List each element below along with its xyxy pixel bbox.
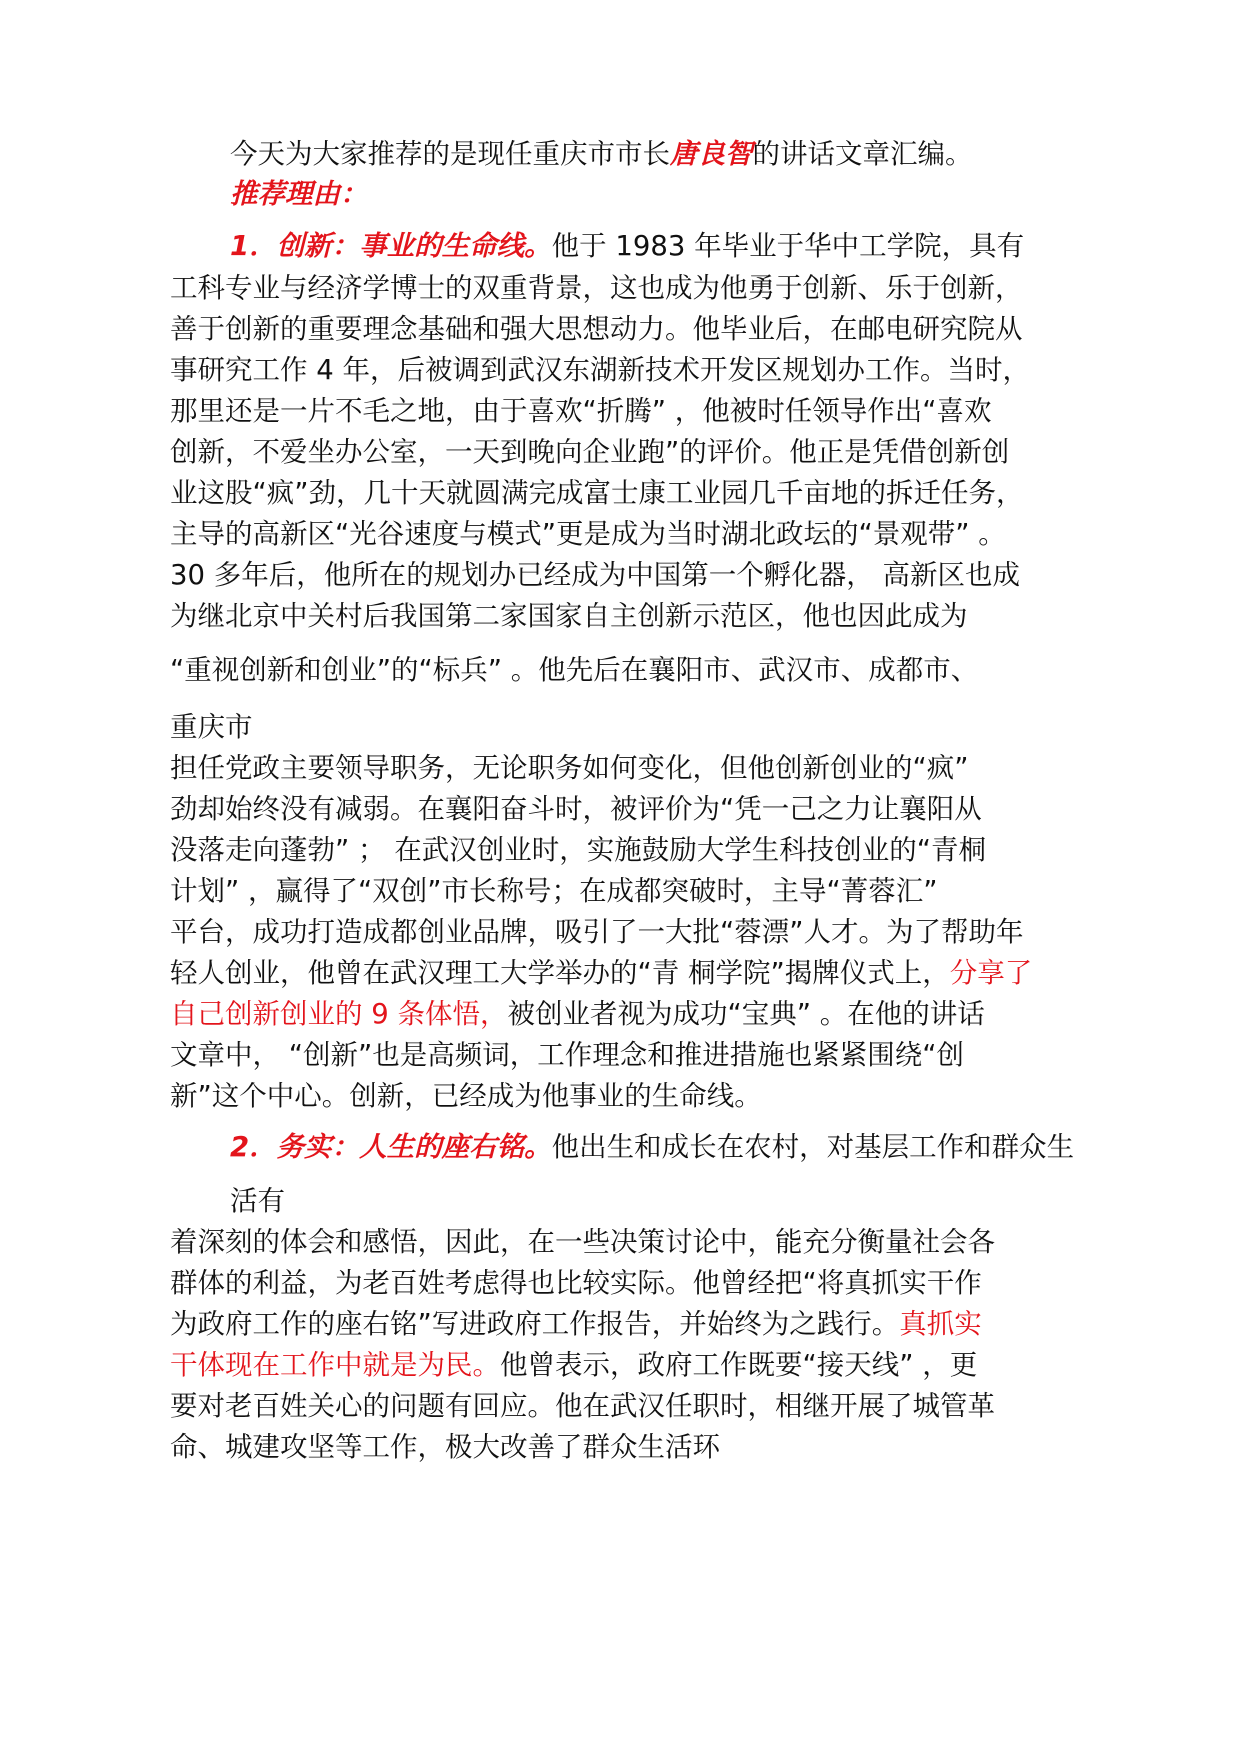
section2-line: 群体的利益，为老百姓考虑得也比较实际。他曾经把“将真抓实干作 <box>170 1267 982 1299</box>
section1-line: 他于 1983 年毕业于华中工学院，具有 <box>551 230 1025 262</box>
section1-first-line <box>230 226 1024 266</box>
section2-line: 着深刻的体会和感悟，因此，在一些决策讨论中，能充分衡量社会各 <box>170 1226 995 1258</box>
section1-line: 计划” ，赢得了“双创”市长称号；在成都突破时，主导“菁蓉汇” <box>170 875 938 907</box>
section1-line: 重庆市 <box>170 711 253 743</box>
section1-line: 劲却始终没有减弱。在襄阳奋斗时，被评价为“凭一己之力让襄阳从 <box>170 793 982 825</box>
section1-line: 为继北京中关村后我国第二家国家自主创新示范区，他也因此成为 <box>170 600 968 632</box>
reason-heading: 推荐理由： <box>230 178 368 210</box>
section2-heading: 2．务实：人生的座右铭。 <box>230 1131 552 1163</box>
section2-line: 为政府工作的座右铭”写进政府工作报告，并始终为之践行。 <box>170 1308 900 1340</box>
section2-red-line <box>170 1345 977 1385</box>
section1-line: 工科专业与经济学博士的双重背景，这也成为他勇于创新、乐于创新， <box>170 272 1023 304</box>
section2-red-tail: 真抓实 <box>899 1308 982 1340</box>
section2-first-line <box>230 1127 1074 1167</box>
section1-line: 没落走向蓬勃” ； 在武汉创业时，实施鼓励大学生科技创业的“青桐 <box>170 834 986 866</box>
intro-before: 今天为大家推荐的是现任重庆市市长 <box>230 138 670 170</box>
section1-line: 担任党政主要领导职务，无论职务如何变化，但他创新创业的“疯” <box>170 752 969 784</box>
mayor-name: 唐良智 <box>670 138 753 170</box>
section1-line: 那里还是一片不毛之地，由于喜欢“折腾” ，他被时任领导作出“喜欢 <box>170 395 992 427</box>
section1-line: 主导的高新区“光谷速度与模式”更是成为当时湖北政坛的“景观带” 。 <box>170 518 1006 550</box>
intro-after: 的讲话文章汇编。 <box>752 138 973 170</box>
section2-red-line-after: 他曾表示，政府工作既要“接天线” ，更 <box>500 1349 978 1381</box>
section1-line: “重视创新和创业”的“标兵” 。他先后在襄阳市、武汉市、成都市、 <box>170 654 979 686</box>
section1-line: 善于创新的重要理念基础和强大思想动力。他毕业后，在邮电研究院从 <box>170 313 1023 345</box>
section1-line: 事研究工作 4 年，后被调到武汉东湖新技术开发区规划办工作。当时， <box>170 354 1030 386</box>
section2-indent-line: 活有 <box>230 1185 285 1217</box>
section1-end-line: 新”这个中心。创新，已经成为他事业的生命线。 <box>170 1080 762 1112</box>
section1-line: 业这股“疯”劲，几十天就圆满完成富士康工业园几千亩地的拆迁任务， <box>170 477 1024 509</box>
intro-line <box>230 134 973 174</box>
section1-end-line: 文章中， “创新”也是高频词，工作理念和推进措施也紧紧围绕“创 <box>170 1039 964 1071</box>
section1-line: 平台，成功打造成都创业品牌，吸引了一大批“蓉漂”人才。为了帮助年 <box>170 916 1024 948</box>
section2-red-text: 干体现在工作中就是为民。 <box>170 1349 500 1381</box>
section1-line: 30 多年后，他所在的规划办已经成为中国第一个孵化器， 高新区也成 <box>170 559 1020 591</box>
section2-end-line: 要对老百姓关心的问题有回应。他在武汉任职时，相继开展了城管革 <box>170 1390 995 1422</box>
section1-line: 轻人创业，他曾在武汉理工大学举办的“青 桐学院”揭牌仪式上， <box>170 957 950 989</box>
section2-end-line: 命、城建攻坚等工作，极大改善了群众生活环 <box>170 1431 720 1463</box>
section1-red-line-after: 被创业者视为成功“宝典” 。在他的讲话 <box>507 998 985 1030</box>
section1-line: 创新，不爱坐办公室，一天到晚向企业跑”的评价。他正是凭借创新创 <box>170 436 1010 468</box>
section1-line-with-red-tail <box>170 953 1032 993</box>
section1-red-line <box>170 994 985 1034</box>
section2-line-with-red-tail <box>170 1304 982 1344</box>
section1-red-tail: 分享了 <box>949 957 1033 989</box>
section2-line: 他出生和成长在农村，对基层工作和群众生 <box>551 1131 1075 1163</box>
section1-heading: 1．创新：事业的生命线。 <box>230 230 552 262</box>
section1-red-text: 自己创新创业的 9 条体悟， <box>170 998 508 1030</box>
